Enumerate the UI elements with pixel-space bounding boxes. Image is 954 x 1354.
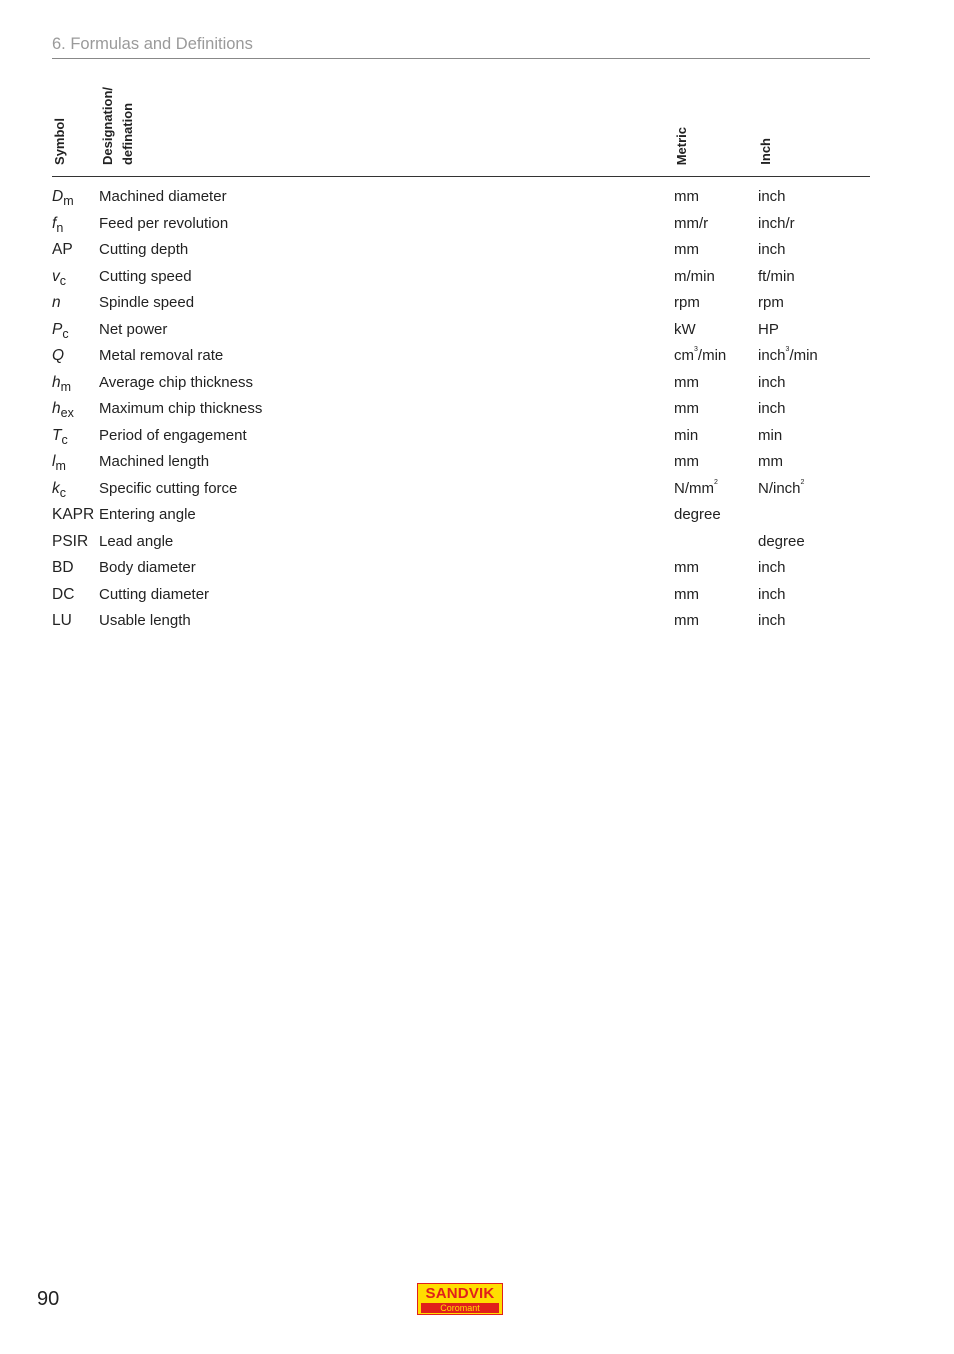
inch-unit-cell bbox=[758, 449, 783, 476]
symbol-subscript: c bbox=[59, 485, 66, 500]
symbol-cell bbox=[52, 290, 61, 317]
inch-unit-cell-superscript: 2 bbox=[800, 478, 805, 486]
inch-unit-cell bbox=[758, 582, 786, 609]
symbol-text: f bbox=[52, 214, 57, 232]
symbol-text: l bbox=[52, 453, 56, 470]
table-row bbox=[0, 608, 954, 635]
inch-unit-cell bbox=[758, 237, 786, 264]
column-header-symbol: Symbol bbox=[52, 118, 67, 165]
designation-cell: Lead angle bbox=[99, 532, 174, 550]
inch-unit-cell-value: inch bbox=[758, 241, 786, 258]
page-number: 90 bbox=[37, 1288, 60, 1310]
symbol-cell bbox=[52, 396, 74, 423]
inch-unit-cell bbox=[758, 317, 779, 344]
inch-unit-cell bbox=[758, 608, 786, 635]
metric-unit-cell-value: cm bbox=[674, 347, 694, 364]
symbol-subscript: c bbox=[59, 273, 66, 288]
symbol-text: h bbox=[52, 400, 61, 417]
symbol-subscript: c bbox=[61, 432, 68, 447]
symbol-text: n bbox=[52, 294, 61, 311]
symbol-cell bbox=[52, 264, 66, 291]
metric-unit-cell bbox=[674, 343, 726, 370]
metric-unit-cell bbox=[674, 502, 721, 529]
inch-unit-cell bbox=[758, 476, 804, 503]
designation-cell: Net power bbox=[99, 320, 168, 338]
table-row bbox=[0, 264, 954, 291]
table-row bbox=[0, 449, 954, 476]
metric-unit-cell bbox=[674, 184, 699, 211]
designation-cell: Period of engagement bbox=[99, 426, 247, 444]
table-row bbox=[0, 317, 954, 344]
metric-unit-cell bbox=[674, 423, 698, 450]
symbol-text: AP bbox=[52, 241, 73, 258]
logo-brand: SANDVIK bbox=[425, 1285, 495, 1302]
designation-cell: Body diameter bbox=[99, 559, 196, 576]
metric-unit-cell bbox=[674, 449, 699, 476]
inch-unit-cell-value: HP bbox=[758, 320, 779, 338]
designation-cell: Specific cutting force bbox=[99, 479, 238, 497]
inch-unit-cell bbox=[758, 423, 782, 450]
designation-cell: Spindle speed bbox=[99, 294, 195, 311]
symbol-cell bbox=[52, 237, 73, 264]
table-row bbox=[0, 582, 954, 609]
section-title: 6. Formulas and Definitions bbox=[52, 35, 253, 53]
inch-unit-cell-value: N/inch bbox=[758, 479, 801, 497]
metric-unit-cell-value: mm bbox=[674, 453, 699, 470]
metric-unit-cell-value: mm bbox=[674, 612, 699, 629]
table-row bbox=[0, 370, 954, 397]
table-row bbox=[0, 237, 954, 264]
symbol-cell bbox=[52, 502, 94, 529]
designation-cell: Entering angle bbox=[99, 506, 196, 523]
inch-unit-cell-value: inch bbox=[758, 612, 786, 629]
metric-unit-cell-value: mm bbox=[674, 585, 699, 603]
symbol-subscript: c bbox=[62, 326, 69, 341]
symbol-cell bbox=[52, 423, 68, 450]
metric-unit-cell bbox=[674, 608, 699, 635]
symbol-cell bbox=[52, 343, 64, 370]
symbol-cell bbox=[52, 529, 88, 556]
table-row bbox=[0, 396, 954, 423]
symbol-text: PSIR bbox=[52, 532, 89, 550]
symbol-text: BD bbox=[52, 559, 74, 576]
metric-unit-cell-value: mm/r bbox=[674, 214, 709, 232]
table-row bbox=[0, 555, 954, 582]
metric-unit-cell-value: mm bbox=[674, 241, 699, 258]
sandvik-coromant-logo bbox=[417, 1283, 503, 1315]
inch-unit-cell bbox=[758, 555, 786, 582]
symbol-text: LU bbox=[52, 612, 72, 629]
metric-unit-cell bbox=[674, 476, 718, 503]
designation-cell: Machined diameter bbox=[99, 188, 227, 205]
metric-unit-cell-superscript: 2 bbox=[714, 478, 718, 486]
symbol-subscript: m bbox=[55, 459, 66, 473]
inch-unit-cell-value: inch bbox=[758, 559, 786, 576]
metric-unit-cell-value: rpm bbox=[674, 294, 700, 311]
metric-unit-cell-value: min bbox=[674, 426, 699, 444]
inch-unit-cell bbox=[758, 396, 786, 423]
inch-unit-cell-value: mm bbox=[758, 453, 783, 470]
inch-unit-cell-value: min bbox=[758, 426, 783, 444]
symbol-text: D bbox=[52, 188, 64, 205]
metric-unit-cell-value: N/mm bbox=[674, 479, 714, 497]
symbol-subscript: n bbox=[56, 220, 64, 235]
table-row bbox=[0, 343, 954, 370]
symbol-text: h bbox=[52, 373, 61, 391]
designation-cell: Machined length bbox=[99, 453, 210, 470]
column-header-inch: Inch bbox=[758, 138, 773, 165]
designation-cell: Metal removal rate bbox=[99, 347, 224, 364]
metric-unit-cell bbox=[674, 317, 696, 344]
metric-unit-cell-value: mm bbox=[674, 373, 699, 391]
designation-cell: Maximum chip thickness bbox=[99, 400, 263, 417]
header-rule bbox=[52, 58, 870, 59]
metric-unit-cell bbox=[674, 370, 699, 397]
designation-cell: Usable length bbox=[99, 612, 191, 629]
inch-unit-cell-value: degree bbox=[758, 532, 805, 550]
inch-unit-cell-value: inch bbox=[758, 373, 786, 391]
symbol-cell bbox=[52, 476, 66, 503]
symbol-cell bbox=[52, 582, 74, 609]
symbol-subscript: m bbox=[63, 194, 74, 208]
definitions-table bbox=[0, 184, 954, 635]
inch-unit-cell-value: inch bbox=[758, 347, 786, 364]
designation-cell: Feed per revolution bbox=[99, 214, 229, 232]
inch-unit-cell bbox=[758, 529, 805, 556]
inch-unit-cell-value: inch/r bbox=[758, 214, 795, 232]
inch-unit-cell-superscript: 3 bbox=[785, 346, 790, 353]
metric-unit-cell bbox=[674, 290, 700, 317]
inch-unit-cell bbox=[758, 264, 795, 291]
designation-cell: Cutting diameter bbox=[99, 585, 210, 603]
symbol-text: v bbox=[52, 267, 60, 285]
table-row bbox=[0, 476, 954, 503]
metric-unit-cell bbox=[674, 237, 699, 264]
inch-unit-cell-value: rpm bbox=[758, 294, 784, 311]
symbol-text: T bbox=[52, 426, 62, 444]
table-row bbox=[0, 502, 954, 529]
symbol-subscript: m bbox=[60, 379, 72, 394]
symbol-cell bbox=[52, 370, 71, 397]
symbol-text: KAPR bbox=[52, 506, 95, 523]
column-header-metric: Metric bbox=[674, 126, 689, 165]
symbol-cell bbox=[52, 555, 74, 582]
metric-unit-cell-superscript: 3 bbox=[694, 346, 698, 353]
table-row bbox=[0, 529, 954, 556]
metric-unit-cell-value: m/min bbox=[674, 267, 715, 285]
inch-unit-cell bbox=[758, 184, 786, 211]
inch-unit-cell bbox=[758, 370, 786, 397]
inch-unit-cell-value: ft/min bbox=[758, 267, 795, 285]
symbol-cell bbox=[52, 608, 72, 635]
metric-unit-cell-value: degree bbox=[674, 506, 721, 523]
inch-unit-cell-value: inch bbox=[758, 188, 786, 205]
metric-unit-cell bbox=[674, 582, 699, 609]
symbol-cell bbox=[52, 184, 74, 211]
symbol-text: k bbox=[52, 479, 60, 497]
metric-unit-cell-value: kW bbox=[674, 320, 696, 338]
inch-unit-cell bbox=[758, 211, 795, 238]
symbol-text: DC bbox=[52, 585, 75, 603]
metric-unit-cell-value: mm bbox=[674, 188, 699, 205]
symbol-cell bbox=[52, 211, 63, 238]
inch-unit-cell bbox=[758, 343, 818, 370]
symbol-cell bbox=[52, 449, 66, 476]
metric-unit-cell bbox=[674, 264, 715, 291]
symbol-text: P bbox=[52, 320, 63, 338]
table-row bbox=[0, 184, 954, 211]
table-row bbox=[0, 423, 954, 450]
inch-unit-cell-value: inch bbox=[758, 400, 786, 417]
designation-cell: Average chip thickness bbox=[99, 373, 253, 391]
metric-unit-cell-value: mm bbox=[674, 400, 699, 417]
column-header-designation: Designation/ defination bbox=[100, 86, 135, 165]
metric-unit-cell-value: mm bbox=[674, 559, 699, 576]
designation-cell: Cutting depth bbox=[99, 241, 189, 258]
symbol-text: Q bbox=[52, 347, 65, 364]
inch-unit-cell bbox=[758, 290, 784, 317]
symbol-subscript: ex bbox=[60, 406, 74, 420]
table-row bbox=[0, 211, 954, 238]
symbol-cell bbox=[52, 317, 69, 344]
table-header-rule bbox=[52, 176, 870, 177]
logo-sub-brand: Coromant bbox=[421, 1303, 499, 1313]
metric-unit-cell-suffix: /min bbox=[697, 347, 727, 364]
inch-unit-cell-suffix: /min bbox=[789, 347, 818, 364]
table-row bbox=[0, 290, 954, 317]
inch-unit-cell-value: inch bbox=[758, 585, 786, 603]
metric-unit-cell bbox=[674, 211, 708, 238]
metric-unit-cell bbox=[674, 396, 699, 423]
designation-cell: Cutting speed bbox=[99, 267, 192, 285]
metric-unit-cell bbox=[674, 555, 699, 582]
